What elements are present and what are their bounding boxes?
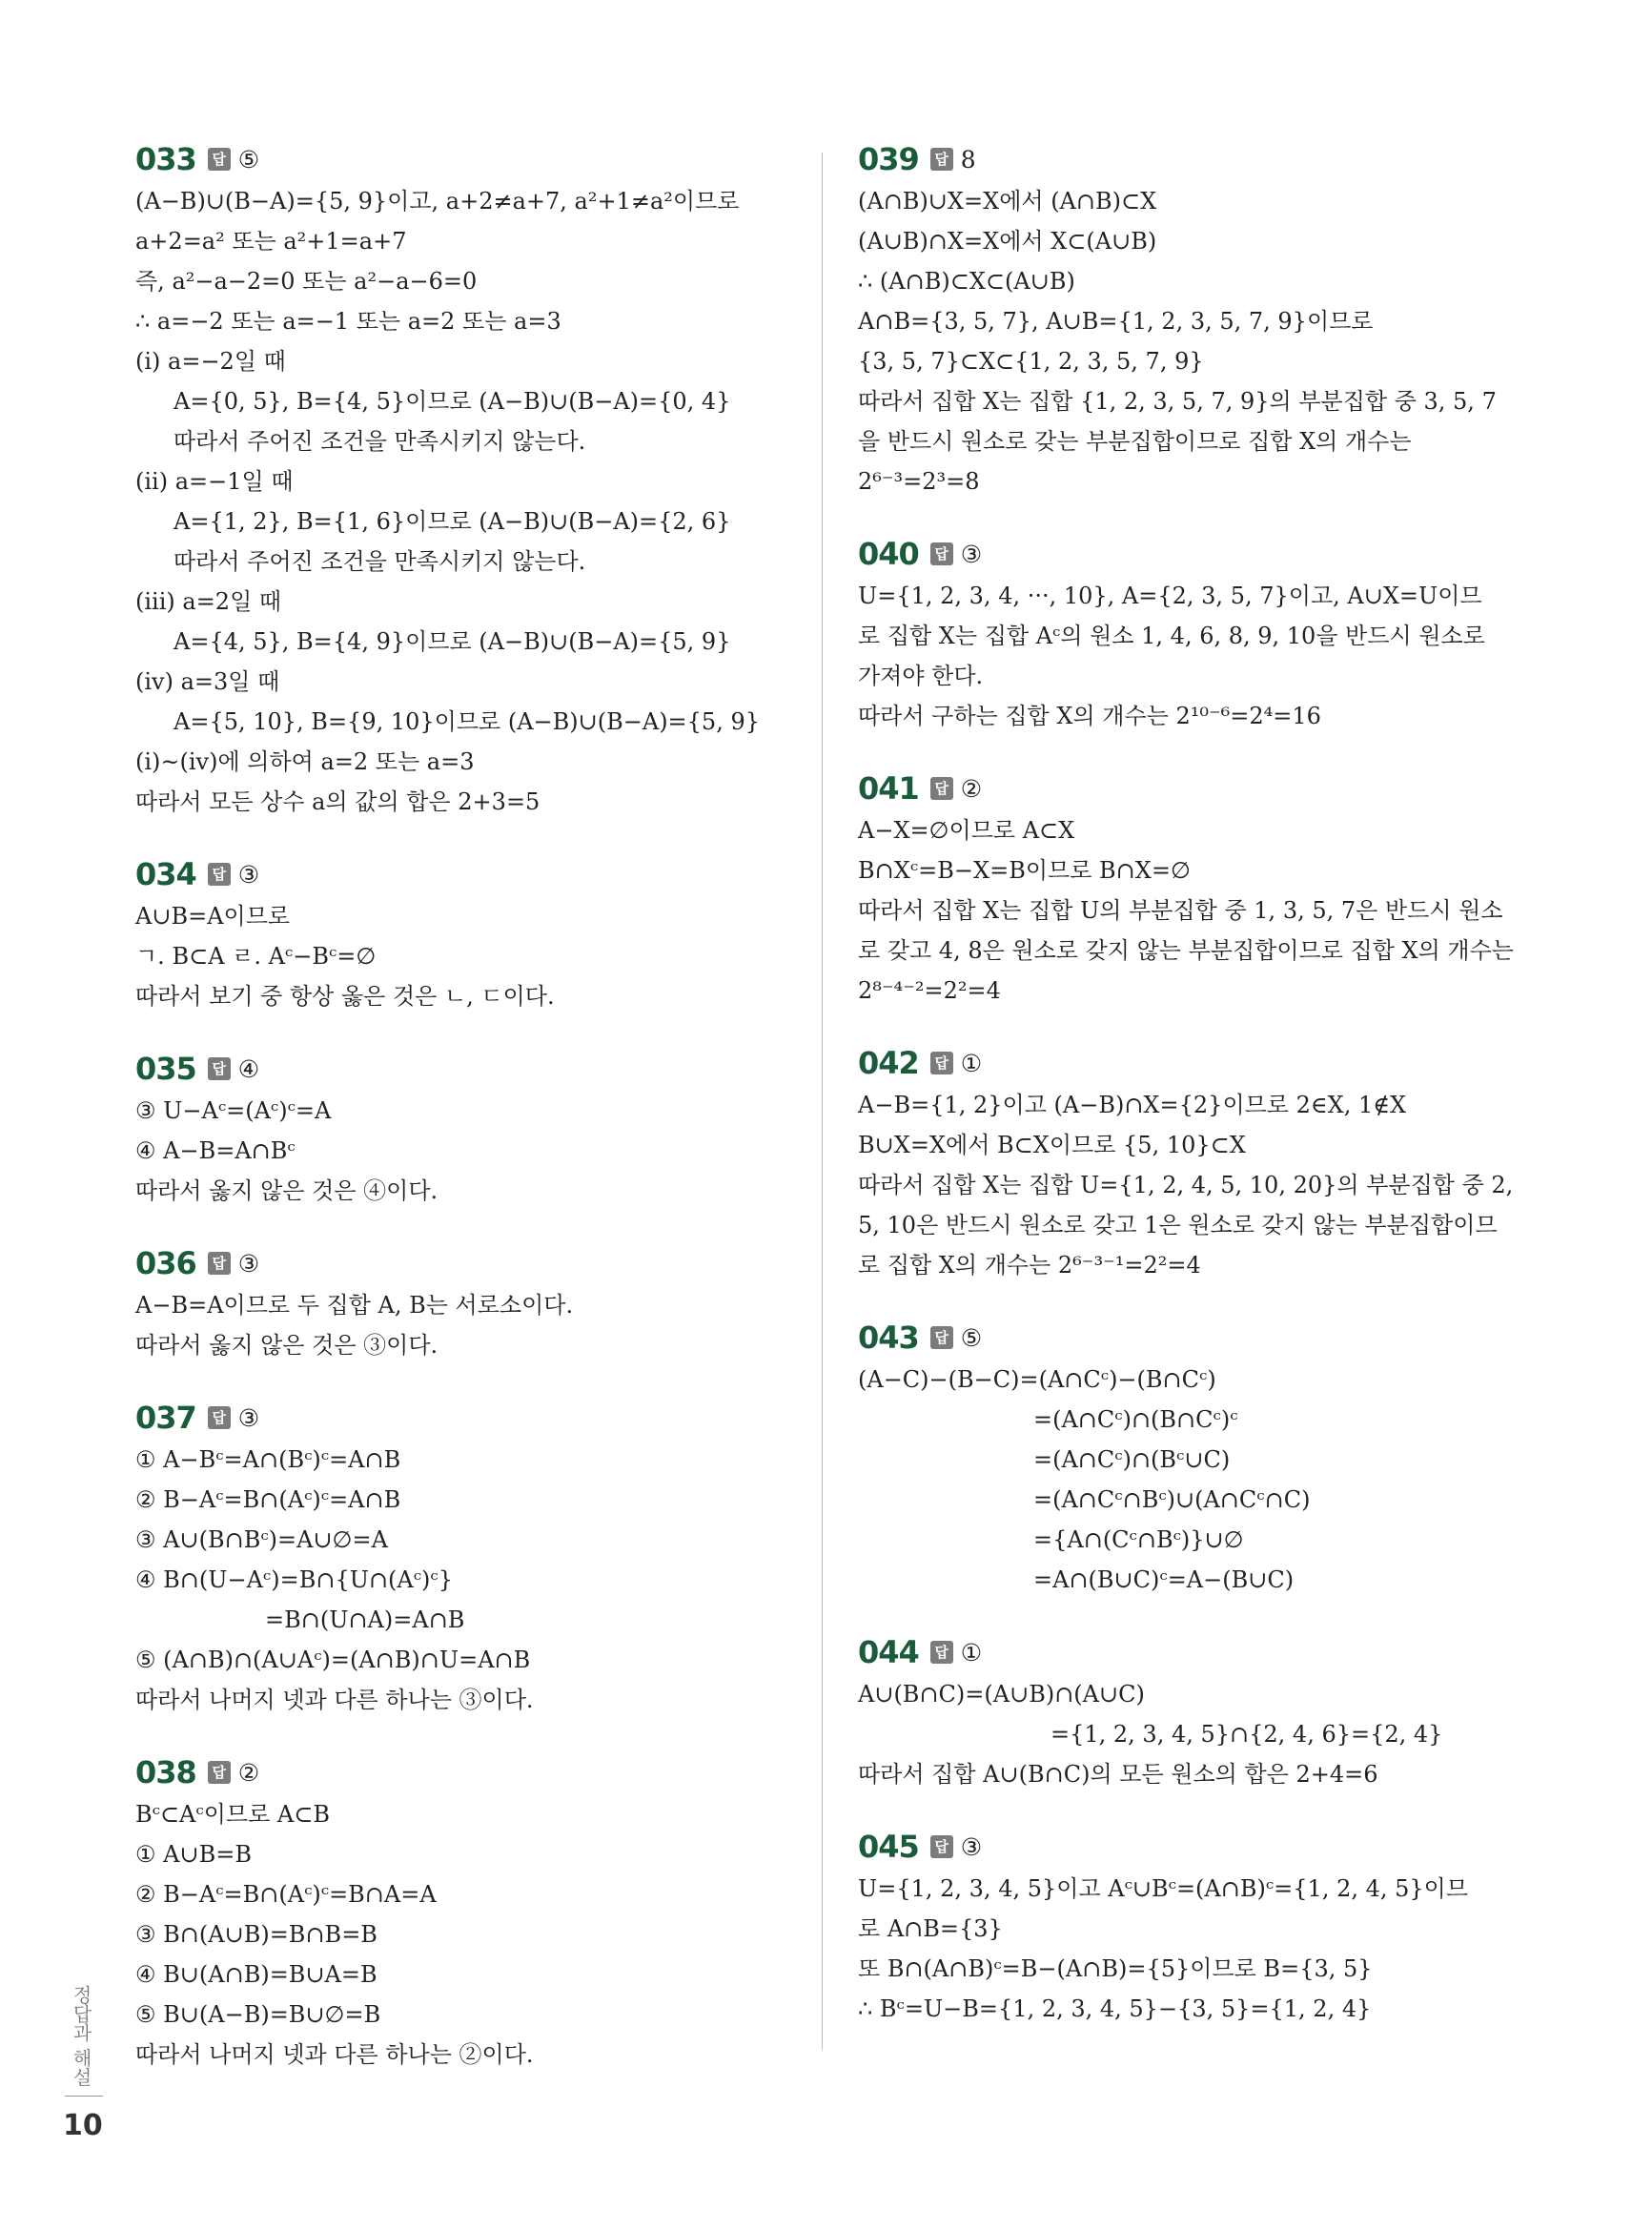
problem-number: 044 [858, 1634, 919, 1670]
answer-value: ① [960, 1638, 983, 1667]
solution-line: 즉, a²−a−2=0 또는 a²−a−6=0 [135, 268, 478, 295]
answer-value: ③ [237, 1403, 260, 1432]
answer-badge: 답 [930, 777, 953, 800]
solution-line: 또 B∩(A∩B)ᶜ=B−(A∩B)={5}이므로 B={3, 5} [858, 1955, 1373, 1982]
solution-line: A={0, 5}, B={4, 5}이므로 (A−B)∪(B−A)={0, 4} [173, 388, 731, 415]
problem-header [858, 534, 1516, 574]
answer-badge: 답 [208, 1252, 231, 1275]
problem-block [135, 1049, 803, 1211]
solution-line: 로 갖고 4, 8은 원소로 갖지 않는 부분집합이므로 집합 X의 개수는 [858, 937, 1514, 964]
solution-line: 을 반드시 원소로 갖는 부분집합이므로 집합 X의 개수는 [858, 428, 1412, 455]
solution-line: ④ B∪(A∩B)=B∪A=B [135, 1961, 377, 1988]
problem-header [135, 1752, 803, 1792]
answer-value: ④ [237, 1054, 260, 1083]
problem-number: 045 [858, 1829, 919, 1865]
solution-line: 5, 10은 반드시 원소로 갖고 1은 원소로 갖지 않는 부분집합이므 [858, 1212, 1498, 1238]
solution-line: 따라서 집합 A∪(B∩C)의 모든 원소의 합은 2+4=6 [858, 1761, 1378, 1788]
answer-badge: 답 [208, 1057, 231, 1080]
solution-line: =(A∩Cᶜ)∩(Bᶜ∪C) [1033, 1446, 1231, 1473]
solution-line: 따라서 주어진 조건을 만족시키지 않는다. [173, 548, 586, 575]
solution-line: (A−C)−(B−C)=(A∩Cᶜ)−(B∩Cᶜ) [858, 1366, 1216, 1393]
solution-line: 따라서 집합 X는 집합 U의 부분집합 중 1, 3, 5, 7은 반드시 원소 [858, 897, 1503, 924]
solution-line: Bᶜ⊂Aᶜ이므로 A⊂B [135, 1801, 330, 1828]
problem-number: 037 [135, 1400, 196, 1436]
problem-header [135, 1243, 803, 1283]
solution-line: 로 집합 X는 집합 Aᶜ의 원소 1, 4, 6, 8, 9, 10을 반드시 원소로 [858, 623, 1485, 649]
solution-line: B∩Xᶜ=B−X=B이므로 B∩X=∅ [858, 857, 1191, 884]
problem-number: 042 [858, 1045, 919, 1081]
problem-block [858, 1318, 1516, 1600]
solution-line: 가져야 한다. [858, 663, 984, 689]
solution-line: A−B=A이므로 두 집합 A, B는 서로소이다. [135, 1292, 574, 1319]
answer-badge: 답 [930, 1835, 953, 1858]
problem-header [135, 854, 803, 894]
problem-header [858, 1318, 1516, 1358]
problem-number: 033 [135, 141, 196, 177]
solution-line: 따라서 옳지 않은 것은 ④이다. [135, 1177, 438, 1204]
problem-header [858, 1043, 1516, 1083]
problem-block [135, 1752, 803, 2075]
solution-line: ③ B∩(A∪B)=B∩B=B [135, 1921, 377, 1948]
problem-block [135, 1398, 803, 1720]
solution-line: B∪X=X에서 B⊂X이므로 {5, 10}⊂X [858, 1132, 1246, 1158]
solution-line: =B∩(U∩A)=A∩B [265, 1606, 465, 1633]
problem-header [858, 768, 1516, 808]
problem-block [135, 139, 803, 822]
answer-value: ① [960, 1049, 983, 1077]
answer-value: ③ [960, 540, 983, 568]
right-column [858, 139, 1516, 2061]
problem-block [135, 1243, 803, 1365]
answer-value: ② [237, 1758, 260, 1787]
solution-line: 로 집합 X의 개수는 2⁶⁻³⁻¹=2²=4 [858, 1252, 1201, 1279]
solution-line: A∩B={3, 5, 7}, A∪B={1, 2, 3, 5, 7, 9}이므로 [858, 308, 1374, 335]
problem-header [135, 1049, 803, 1089]
answer-badge: 답 [208, 1406, 231, 1429]
problem-block [858, 1043, 1516, 1285]
problem-number: 039 [858, 141, 919, 177]
problem-header [858, 1632, 1516, 1672]
answer-badge: 답 [930, 542, 953, 565]
solution-line: (iii) a=2일 때 [135, 588, 282, 615]
solution-line: (ii) a=−1일 때 [135, 468, 294, 495]
solution-line: 따라서 집합 X는 집합 U={1, 2, 4, 5, 10, 20}의 부분집합 중 2, [858, 1172, 1514, 1198]
problem-block [858, 139, 1516, 501]
solution-line: =(A∩Cᶜ)∩(B∩Cᶜ)ᶜ [1033, 1406, 1238, 1433]
answer-badge: 답 [930, 1052, 953, 1074]
solution-line: ① A∪B=B [135, 1841, 252, 1868]
side-section-label: 정답과 해설 [70, 1984, 92, 2087]
left-column [135, 139, 803, 2107]
solution-line: A−X=∅이므로 A⊂X [858, 817, 1075, 844]
solution-line: 로 A∩B={3} [858, 1915, 1003, 1942]
problem-header [135, 1398, 803, 1438]
problem-number: 041 [858, 770, 919, 807]
solution-line: A={5, 10}, B={9, 10}이므로 (A−B)∪(B−A)={5, 9} [173, 708, 761, 735]
answer-value: ③ [237, 860, 260, 889]
solution-line: ② B−Aᶜ=B∩(Aᶜ)ᶜ=A∩B [135, 1486, 401, 1513]
answer-value: ⑤ [960, 1323, 983, 1352]
solution-line: 따라서 보기 중 항상 옳은 것은 ㄴ, ㄷ이다. [135, 983, 555, 1010]
solution-line: ∴ (A∩B)⊂X⊂(A∪B) [858, 268, 1075, 295]
solution-line: ⑤ (A∩B)∩(A∪Aᶜ)=(A∩B)∩U=A∩B [135, 1647, 531, 1673]
solution-line: ② B−Aᶜ=B∩(Aᶜ)ᶜ=B∩A=A [135, 1881, 437, 1908]
answer-value: ③ [960, 1832, 983, 1861]
problem-block [135, 854, 803, 1016]
solution-line: a+2=a² 또는 a²+1=a+7 [135, 228, 407, 255]
solution-line: (iv) a=3일 때 [135, 668, 280, 695]
answer-badge: 답 [930, 148, 953, 171]
problem-number: 035 [135, 1051, 196, 1087]
solution-line: (A∩B)∪X=X에서 (A∩B)⊂X [858, 188, 1157, 215]
problem-block [858, 768, 1516, 1011]
column-divider [822, 153, 823, 2050]
solution-line: 2⁶⁻³=2³=8 [858, 468, 980, 495]
solution-line: 따라서 집합 X는 집합 {1, 2, 3, 5, 7, 9}의 부분집합 중 3, 5, 7 [858, 388, 1497, 415]
solution-line: A∪(B∩C)=(A∪B)∩(A∪C) [858, 1681, 1145, 1708]
solution-line: 따라서 나머지 넷과 다른 하나는 ③이다. [135, 1687, 534, 1713]
solution-line: ④ A−B=A∩Bᶜ [135, 1137, 296, 1164]
answer-value: ② [960, 774, 983, 803]
solution-line: ③ U−Aᶜ=(Aᶜ)ᶜ=A [135, 1097, 332, 1124]
answer-value: 8 [960, 145, 976, 174]
solution-line: 따라서 나머지 넷과 다른 하나는 ②이다. [135, 2041, 534, 2068]
answer-value: ⑤ [237, 145, 260, 174]
problem-block [858, 534, 1516, 736]
problem-number: 038 [135, 1754, 196, 1790]
solution-line: (A−B)∪(B−A)={5, 9}이고, a+2≠a+7, a²+1≠a²이므로 [135, 188, 740, 215]
solution-line: ∴ Bᶜ=U−B={1, 2, 3, 4, 5}−{3, 5}={1, 2, 4} [858, 1995, 1372, 2022]
solution-line: 따라서 모든 상수 a의 값의 합은 2+3=5 [135, 788, 540, 815]
solution-line: U={1, 2, 3, 4, 5}이고 Aᶜ∪Bᶜ=(A∩B)ᶜ={1, 2, 4, 5}이므 [858, 1875, 1469, 1902]
solution-line: 2⁸⁻⁴⁻²=2²=4 [858, 977, 1001, 1004]
solution-line: (i) a=−2일 때 [135, 348, 286, 375]
solution-line: A={1, 2}, B={1, 6}이므로 (A−B)∪(B−A)={2, 6} [173, 508, 731, 535]
answer-badge: 답 [930, 1326, 953, 1349]
problem-header [858, 1827, 1516, 1867]
solution-line: =(A∩Cᶜ∩Bᶜ)∪(A∩Cᶜ∩C) [1033, 1486, 1311, 1513]
problem-number: 034 [135, 856, 196, 892]
solution-line: ={1, 2, 3, 4, 5}∩{2, 4, 6}={2, 4} [1050, 1721, 1443, 1748]
answer-badge: 답 [208, 148, 231, 171]
solution-line: ㄱ. B⊂A ㄹ. Aᶜ−Bᶜ=∅ [135, 943, 377, 970]
problem-block [858, 1827, 1516, 2029]
solution-line: (i)~(iv)에 의하여 a=2 또는 a=3 [135, 748, 475, 775]
solution-line: ③ A∪(B∩Bᶜ)=A∪∅=A [135, 1526, 388, 1553]
problem-header [858, 139, 1516, 179]
solution-line: U={1, 2, 3, 4, ···, 10}, A={2, 3, 5, 7}이고, A∪X=U이므 [858, 583, 1482, 609]
solution-line: 따라서 구하는 집합 X의 개수는 2¹⁰⁻⁶=2⁴=16 [858, 703, 1321, 729]
solution-line: A∪B=A이므로 [135, 903, 291, 930]
problem-number: 040 [858, 536, 919, 572]
solution-line: =A∩(B∪C)ᶜ=A−(B∪C) [1033, 1566, 1295, 1593]
solution-line: A−B={1, 2}이고 (A−B)∩X={2}이므로 2∈X, 1∉X [858, 1092, 1407, 1118]
problem-number: 036 [135, 1245, 196, 1281]
solution-line: ⑤ B∪(A−B)=B∪∅=B [135, 2001, 381, 2028]
answer-badge: 답 [208, 863, 231, 886]
answer-badge: 답 [208, 1761, 231, 1784]
answer-badge: 답 [930, 1641, 953, 1664]
solution-line: {3, 5, 7}⊂X⊂{1, 2, 3, 5, 7, 9} [858, 348, 1204, 375]
solution-line: 따라서 주어진 조건을 만족시키지 않는다. [173, 428, 586, 455]
solution-line: ① A−Bᶜ=A∩(Bᶜ)ᶜ=A∩B [135, 1446, 401, 1473]
solution-line: ∴ a=−2 또는 a=−1 또는 a=2 또는 a=3 [135, 308, 561, 335]
solution-line: ={A∩(Cᶜ∩Bᶜ)}∪∅ [1033, 1526, 1244, 1553]
solution-line: ④ B∩(U−Aᶜ)=B∩{U∩(Aᶜ)ᶜ} [135, 1566, 453, 1593]
solution-line: (A∪B)∩X=X에서 X⊂(A∪B) [858, 228, 1157, 255]
answer-value: ③ [237, 1249, 260, 1278]
problem-number: 043 [858, 1320, 919, 1356]
solution-line: 따라서 옳지 않은 것은 ③이다. [135, 1332, 438, 1359]
problem-block [858, 1632, 1516, 1794]
solution-line: A={4, 5}, B={4, 9}이므로 (A−B)∪(B−A)={5, 9} [173, 628, 731, 655]
page-number: 10 [63, 2109, 103, 2142]
side-rule [65, 2096, 103, 2097]
problem-header [135, 139, 803, 179]
